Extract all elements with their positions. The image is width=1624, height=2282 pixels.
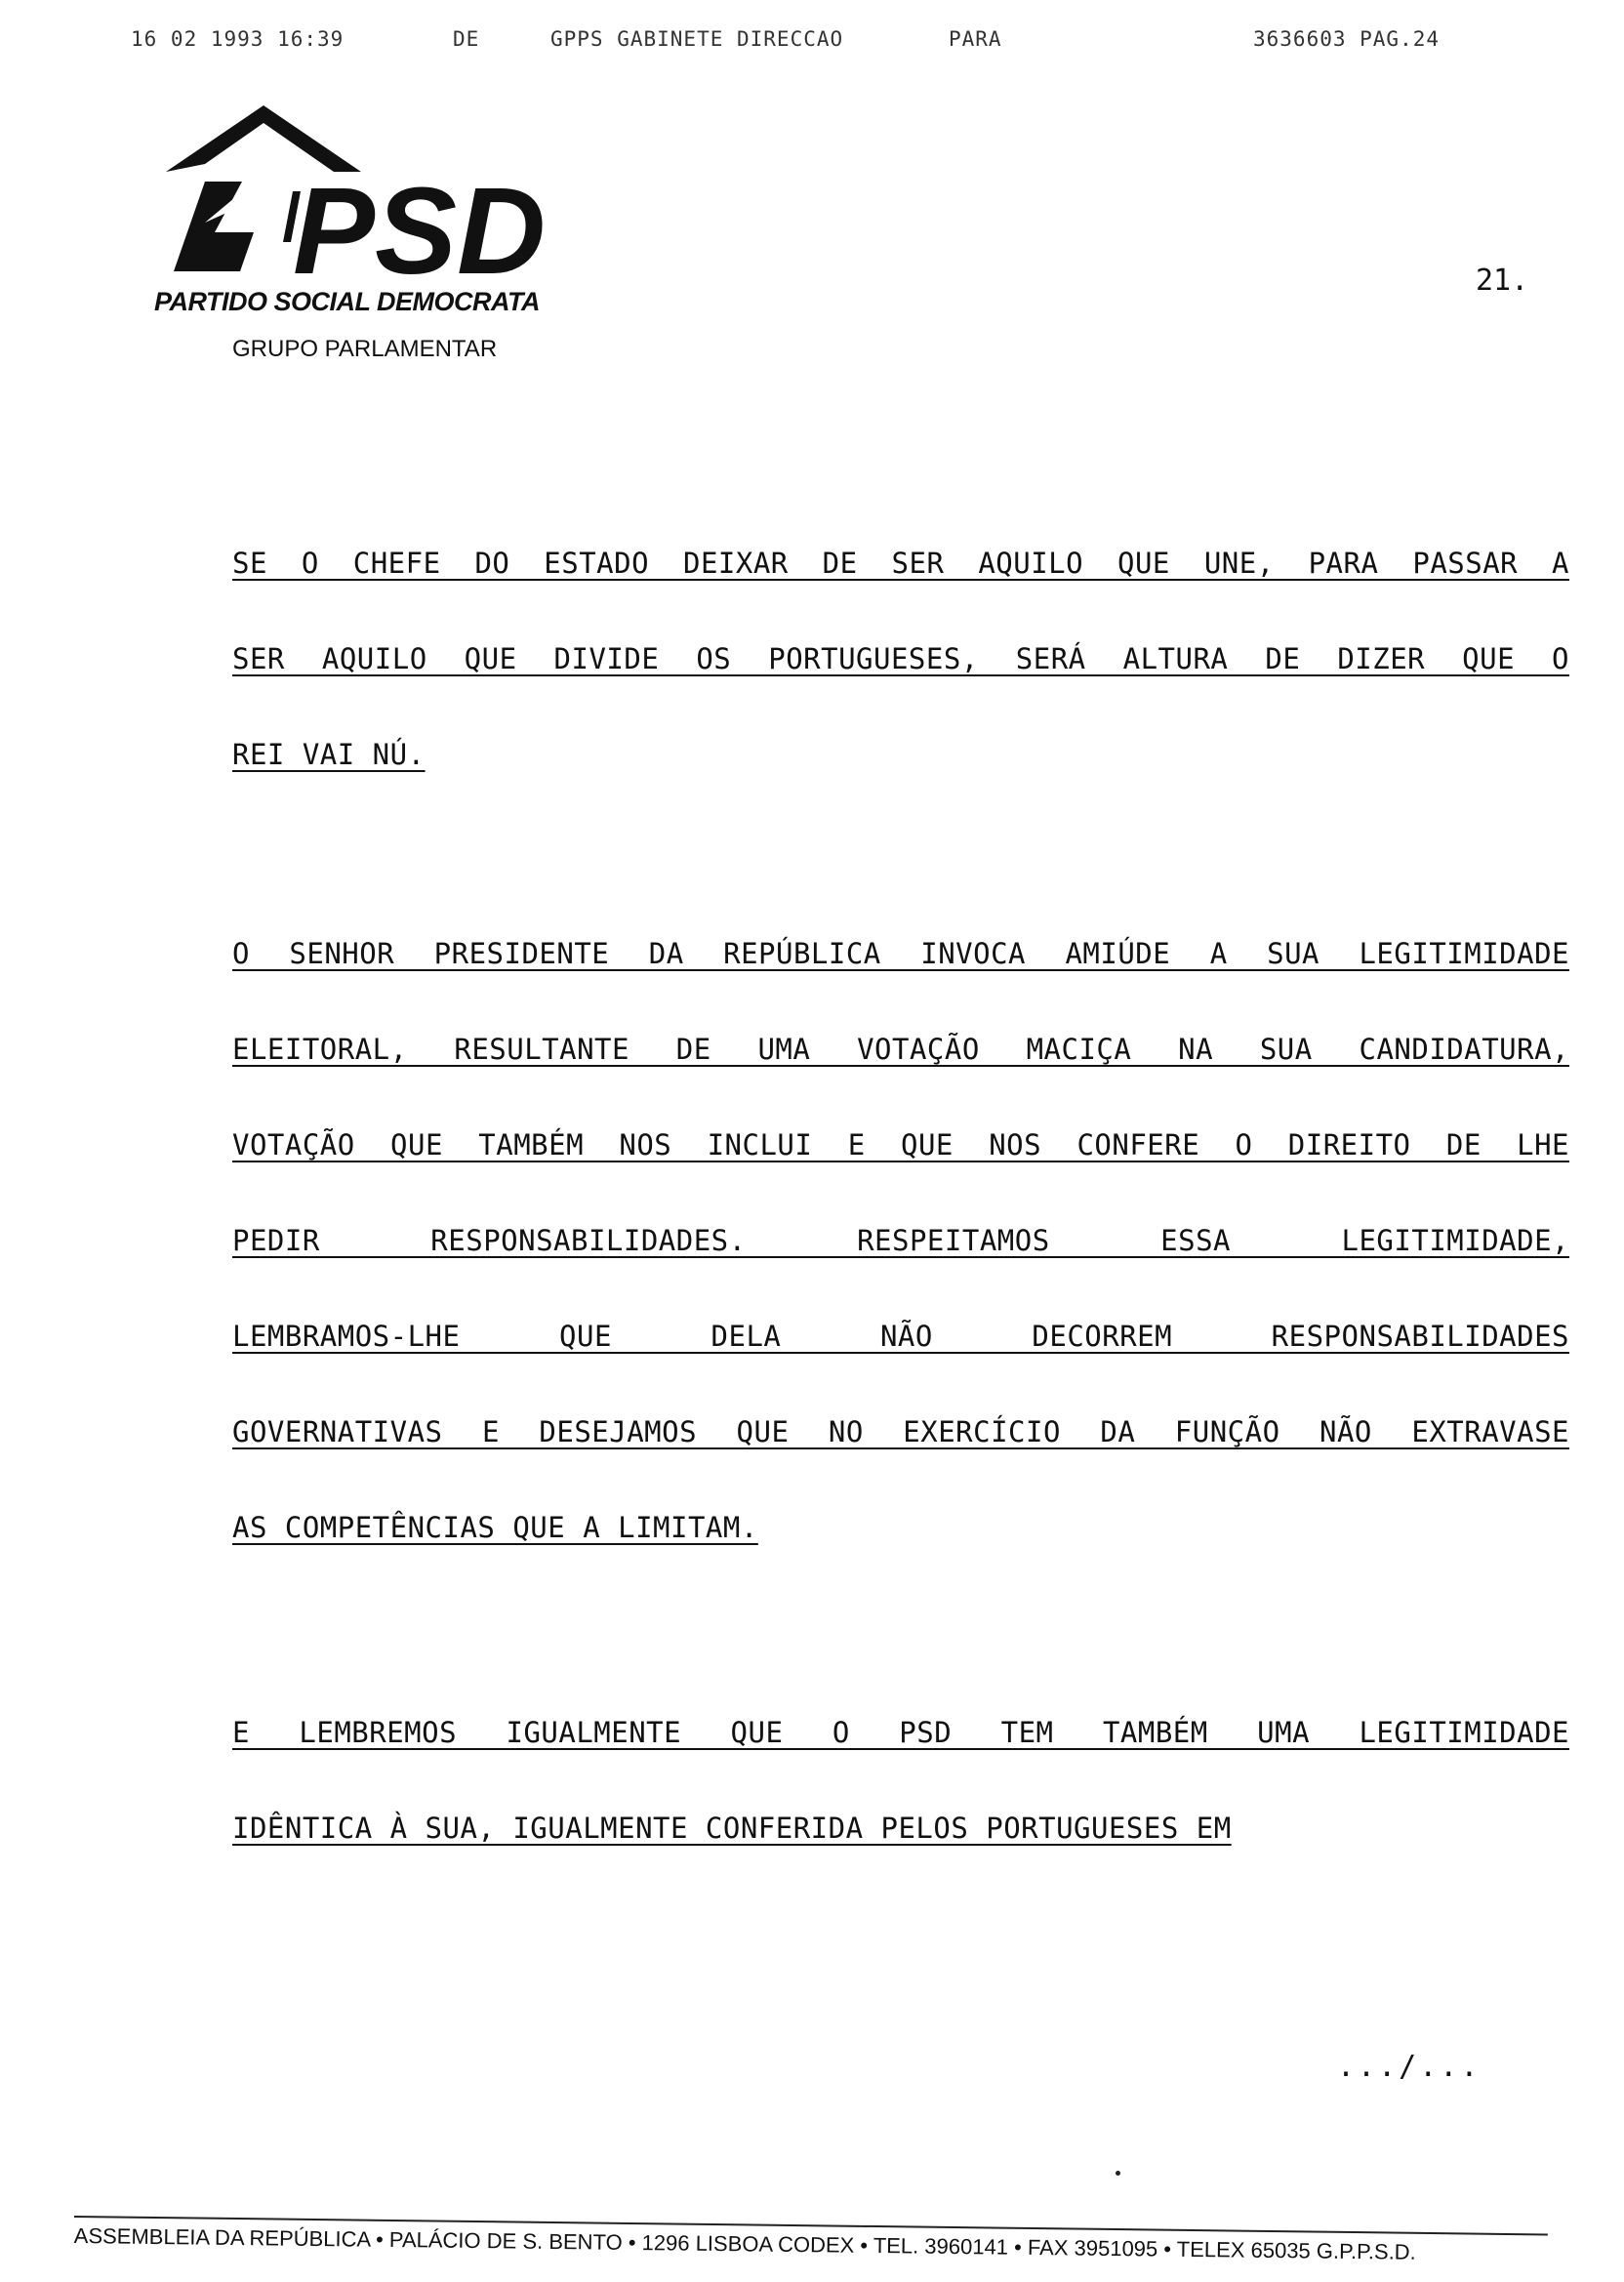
body-line: IDÊNTICA À SUA, IGUALMENTE CONFERIDA PELOS PORTUGUESES EM: [232, 1812, 1232, 1845]
continuation-mark: .../...: [1337, 2050, 1482, 2084]
parliamentary-group: GRUPO PARLAMENTAR: [232, 336, 498, 362]
psd-arrow-logo-icon: [146, 96, 634, 291]
fax-to-label: PARA: [949, 27, 1002, 51]
body-line: VOTAÇÃO QUE TAMBÉM NOS INCLUI E QUE NOS CONFERE O DIREITO DE LHE: [232, 1128, 1569, 1161]
fax-from: GPPS GABINETE DIRECCAO: [550, 27, 844, 51]
body-line: SE O CHEFE DO ESTADO DEIXAR DE SER AQUILO QUE UNE, PARA PASSAR A: [232, 547, 1569, 580]
logo-text: PSD: [293, 162, 547, 291]
party-logo: [146, 96, 634, 369]
body-line: GOVERNATIVAS E DESEJAMOS QUE NO EXERCÍCIO DA FUNÇÃO NÃO EXTRAVASE: [232, 1415, 1569, 1448]
fax-page-code: 3636603 PAG.24: [1253, 27, 1441, 51]
fax-from-label: DE: [453, 27, 480, 51]
body-line: PEDIR RESPONSABILIDADES. RESPEITAMOS ESSA LEGITIMIDADE,: [232, 1224, 1569, 1257]
body-line: AS COMPETÊNCIAS QUE A LIMITAM.: [232, 1511, 758, 1544]
body-line: REI VAI NÚ.: [232, 738, 426, 771]
fax-date: 16 02 1993 16:39: [131, 27, 345, 51]
letterhead-footer: ASSEMBLEIA DA REPÚBLICA • PALÁCIO DE S. BENTO • 1296 LISBOA CODEX • TEL. 3960141 • FAX 3951095 • TELEX 65035 G.P.P.S.D.: [74, 2216, 1548, 2266]
page-number: 21.: [1476, 264, 1529, 298]
scan-speck: [1116, 2171, 1120, 2176]
body-line: SER AQUILO QUE DIVIDE OS PORTUGUESES, SERÁ ALTURA DE DIZER QUE O: [232, 642, 1569, 675]
body-line: O SENHOR PRESIDENTE DA REPÚBLICA INVOCA AMIÚDE A SUA LEGITIMIDADE: [232, 937, 1569, 970]
body-line: ELEITORAL, RESULTANTE DE UMA VOTAÇÃO MACIÇA NA SUA CANDIDATURA,: [232, 1033, 1569, 1066]
body-line: E LEMBREMOS IGUALMENTE QUE O PSD TEM TAMBÉM UMA LEGITIMIDADE: [232, 1716, 1569, 1749]
body-line: LEMBRAMOS-LHE QUE DELA NÃO DECORREM RESPONSABILIDADES: [232, 1320, 1569, 1353]
party-name: PARTIDO SOCIAL DEMOCRATA: [154, 287, 541, 316]
